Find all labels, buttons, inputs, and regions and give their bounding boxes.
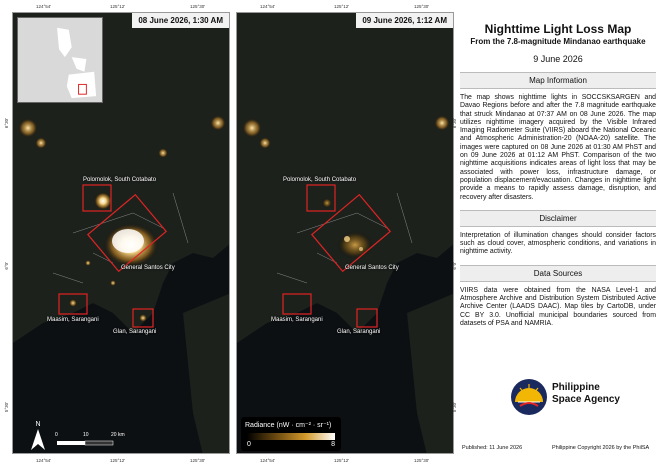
coord-top-2: 125°12' [110,4,126,9]
label-maasim: Maasim, Sarangani [271,317,323,323]
coord-bottom-5: 125°12' [334,458,350,463]
radiance-legend [241,417,341,451]
label-polomolok: Polomolok, South Cotabato [283,177,357,183]
coord-top-1: 124°54' [36,4,52,9]
section-body-disclaimer: Interpretation of illumination changes should consider factors such as cloud cover, atmospheric conditions, and variations in nighttime activity. [460,231,656,256]
coord-bottom-6: 125°30' [414,458,430,463]
section-heading-disclaimer: Disclaimer [460,210,656,227]
coord-top-3: 125°30' [190,4,206,9]
date-label-after: 09 June 2026, 1:12 AM [356,13,453,28]
map-date: 9 June 2026 [533,54,583,64]
legend-color-ramp [247,433,335,440]
map-after[interactable] [236,12,454,454]
info-panel [460,12,656,328]
copyright: Philippine Copyright 2026 by the PhilSA [552,445,650,451]
map-after-canvas [237,13,454,454]
label-glan: Glan, Sarangani [337,329,381,335]
scale-label-0: 0 [55,432,58,438]
coord-top-4: 124°54' [260,4,276,9]
coord-bottom-1: 124°54' [36,458,52,463]
agency-name: Philippine Space Agency [552,382,620,405]
date-label-before: 08 June 2026, 1:30 AM [132,13,229,28]
section-heading-map-info: Map Information [460,72,656,89]
scale-label-20: 20 km [111,432,125,438]
map-title: Nighttime Light Loss Map [484,22,632,36]
label-gensan: General Santos City [121,265,175,271]
coord-right-1: 6°30' [452,118,457,129]
scale-label-10: 10 [83,432,89,438]
legend-min: 0 [247,441,251,448]
section-body-map-info: The map shows nighttime lights in SOCCSKSARGEN and Davao Regions before and after the 7.8 magnitude earthquake that struck Mindanao at 07:37 AM on 08 June 2026. The map utilizes nighttime imagery acquired by the Visible Infrared Imaging Radiometer Suite (VIIRS) aboard the National Oceanic and Atmospheric Administration-20 (NOAA-20) satellite. The images were captured on 08 June 2026 at 01:30 AM PhST and on 09 June 2026 at 01:12 AM PhST. Comparison of the two nighttime acquisitions indicates areas of light loss that may be associated with power loss, infrastructure damage, or population displacement/evacuation. Changes in nighttime light provide a means to rapidly assess damage, disruption, and recovery after disasters. [460,94,656,201]
coord-right-2: 6°0' [452,262,457,270]
coord-top-6: 125°30' [414,4,430,9]
coord-bottom-2: 125°12' [110,458,126,463]
agency-logo-block [510,378,660,428]
label-glan: Glan, Sarangani [113,329,157,335]
label-polomolok: Polomolok, South Cotabato [83,177,157,183]
north-label: N [35,421,41,428]
coord-right-3: 5°30' [452,402,457,413]
label-gensan: General Santos City [345,265,399,271]
label-maasim: Maasim, Sarangani [47,317,99,323]
map-before[interactable] [12,12,230,454]
published-date: Published: 11 June 2026 [462,445,523,451]
map-subtitle: From the 7.8-magnitude Mindanao earthquake [470,37,646,46]
coord-top-5: 125°12' [334,4,350,9]
philsa-logo-icon [510,378,548,416]
scale-bar [53,428,133,454]
section-heading-sources: Data Sources [460,265,656,282]
legend-title: Radiance (nW · cm⁻² · sr⁻¹) [245,422,332,429]
legend-max: 8 [331,441,335,448]
coord-left-1: 6°30' [4,118,9,129]
section-body-sources: VIIRS data were obtained from the NASA Level-1 and Atmosphere Archive and Distribution System Distributed Active Archive Center (LAADS DAAC). Map tiles by CartoDB, under CC BY 3.0. Unofficial municipal boundaries sourced from datasets of PSA and NAMRIA. [460,286,656,327]
coord-left-2: 6°0' [4,262,9,270]
coord-bottom-4: 124°54' [260,458,276,463]
coord-left-3: 5°30' [4,402,9,413]
north-arrow-icon [27,418,49,454]
locator-inset [17,17,103,103]
coord-bottom-3: 125°30' [190,458,206,463]
